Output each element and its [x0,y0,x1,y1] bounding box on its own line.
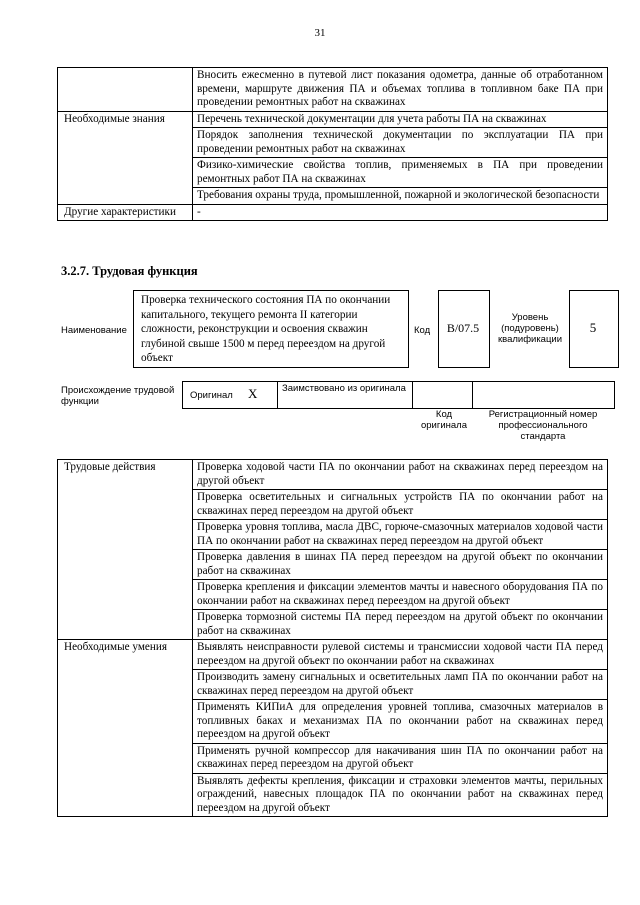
section-title: 3.2.7. Трудовая функция [61,264,198,278]
row-item: Вносить ежесменно в путевой лист показания одометра, данные об отработанном времени, маршруте движения ПА и объемах топлива в топливном баке ПА при проведении ремонтных работ на скважинах [193,68,608,112]
name-label: Наименование [61,325,127,336]
level-value: 5 [589,320,597,335]
row-item: Выявлять неисправности рулевой системы и трансмиссии ходовой части ПА перед переездом на другой объект по окончании работ на скважинах [193,640,608,670]
function-name: Проверка технического состояния ПА по окончании капитального, текущего ремонта II категории сложности, реконструкции и освоения скважин глубиной свыше 1500 м перед переездом на другой объект [141,294,391,364]
row-item: Проверка уровня топлива, масла ДВС, горюче-смазочных материалов ходовой части ПА по окончании работ на скважинах перед переездом на другой объект [193,520,608,550]
row-item: Требования охраны труда, промышленной, пожарной и экологической безопасности [193,188,608,205]
table1-body [58,68,608,221]
table-row [58,204,608,221]
table2-body [58,460,608,817]
reg-number-caption: Регистрационный номер профессионального стандарта [488,409,598,442]
page-number: 31 [314,27,326,39]
row-item: Проверка тормозной системы ПА перед переездом на другой объект по окончании работ на скважинах [193,610,608,640]
original-label: Оригинал [190,390,233,401]
origin-divider-1 [277,381,278,408]
row-label [58,68,193,112]
code-value: B/07.5 [446,321,480,335]
row-item: - [193,204,608,221]
row-item: Применять ручной компрессор для накачивания шин ПА по окончании работ на скважинах перед переездом на другой объект [193,743,608,773]
table-row [58,68,608,112]
origin-divider-2 [412,381,413,408]
row-item: Производить замену сигнальных и осветительных ламп ПА по окончании работ на скважинах перед переездом на другой объект [193,670,608,700]
table-row [58,460,608,490]
code-label: Код [414,325,431,336]
row-item: Проверка давления в шинах ПА перед переездом на другой объект по окончании работ на скважинах [193,550,608,580]
row-label: Трудовые действия [58,460,193,640]
row-item: Физико-химические свойства топлив, применяемых в ПА при проведении ремонтных работ ПА на скважинах [193,158,608,188]
row-item: Проверка крепления и фиксации элементов мачты и навесного оборудования ПА по окончании работ на скважинах перед переездом на другой объект [193,580,608,610]
row-item: Выявлять дефекты крепления, фиксации и страховки элементов мачты, перильных ограждений, навесных площадок ПА по окончании работ на скважинах перед переездом на другой объект [193,773,608,817]
origin-divider-3 [472,381,473,408]
table-row [58,111,608,128]
row-item: Перечень технической документации для учета работы ПА на скважинах [193,111,608,128]
borrowed-label: Заимствовано из оригинала [282,383,406,394]
row-item: Проверка ходовой части ПА по окончании работ на скважинах перед переездом на другой объект [193,460,608,490]
original-mark: X [248,386,258,401]
requirements-table-bottom [57,459,608,817]
row-item: Применять КИПиА для определения уровней топлива, смазочных материалов в топливных баках и механизмах ПА по окончании работ на скважинах перед переездом на другой объект [193,700,608,744]
row-item: Порядок заполнения технической документации по эксплуатации ПА при проведении ремонтных работ на скважинах [193,128,608,158]
origin-label: Происхождение трудовой функции [61,385,175,407]
requirements-table-top [57,67,608,221]
row-label: Необходимые умения [58,640,193,817]
table-row [58,640,608,670]
level-label: Уровень (подуровень) квалификации [497,312,563,345]
row-label: Необходимые знания [58,111,193,204]
code-original-caption: Код оригинала [420,409,467,431]
row-item: Проверка осветительных и сигнальных устройств ПА по окончании работ на скважинах перед переездом на другой объект [193,490,608,520]
row-label: Другие характеристики [58,204,193,221]
